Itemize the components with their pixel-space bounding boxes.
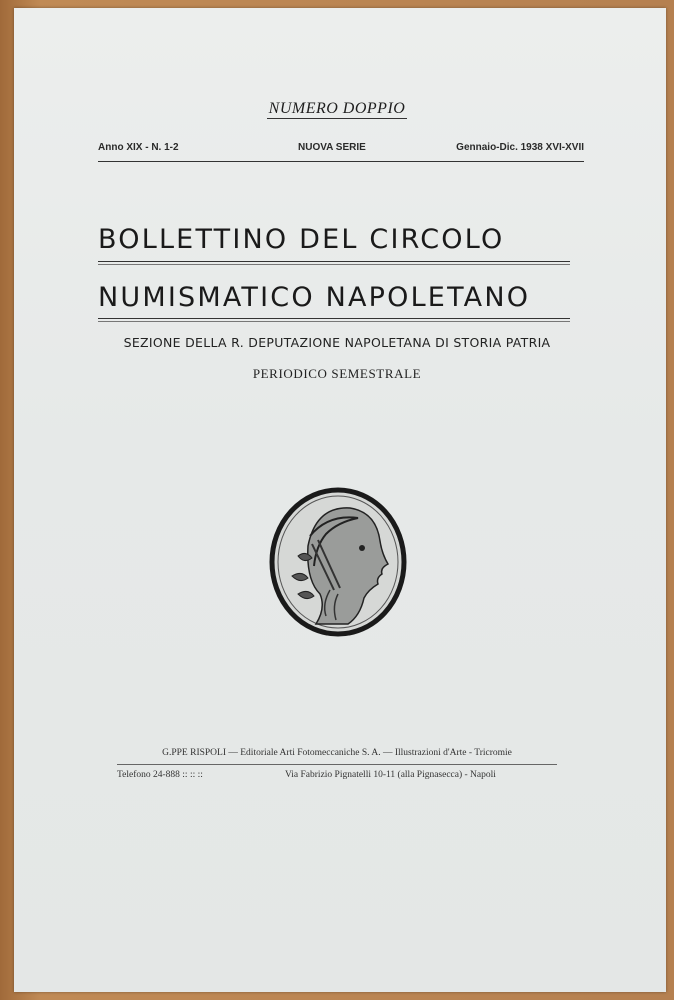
printer-contact	[117, 770, 557, 780]
edition-label	[0, 100, 674, 118]
title-rule-2b	[98, 321, 570, 322]
title-rule-1b	[98, 264, 570, 265]
title-line-1: BOLLETTINO DEL CIRCOLO	[98, 224, 505, 255]
title-rule-1	[98, 261, 570, 262]
issue-divider	[98, 161, 584, 162]
printer-credits: G.PPE RISPOLI — Editoriale Arti Fotomeccaniche S. A. — Illustrazioni d'Arte - Tricromie	[162, 748, 512, 758]
printer-phone: Telefono 24-888 :: :: ::	[117, 770, 203, 780]
issue-date: Gennaio-Dic. 1938 XVI-XVII	[456, 142, 584, 153]
title-rule-2	[98, 318, 570, 319]
issue-series: NUOVA SERIE	[298, 142, 366, 153]
issue-info-line	[98, 142, 584, 158]
issue-volume: Anno XIX - N. 1-2	[98, 142, 179, 153]
subtitle: SEZIONE DELLA R. DEPUTAZIONE NAPOLETANA DI STORIA PATRIA	[123, 335, 551, 350]
printer-address: Via Fabrizio Pignatelli 10-11 (alla Pignasecca) - Napoli	[285, 770, 496, 780]
title-line-2: NUMISMATICO NAPOLETANO	[98, 282, 531, 313]
footer-divider	[117, 764, 557, 765]
edition-label-text: NUMERO DOPPIO	[268, 100, 406, 117]
coin-portrait-icon	[268, 486, 408, 638]
periodicity: PERIODICO SEMESTRALE	[252, 366, 422, 381]
